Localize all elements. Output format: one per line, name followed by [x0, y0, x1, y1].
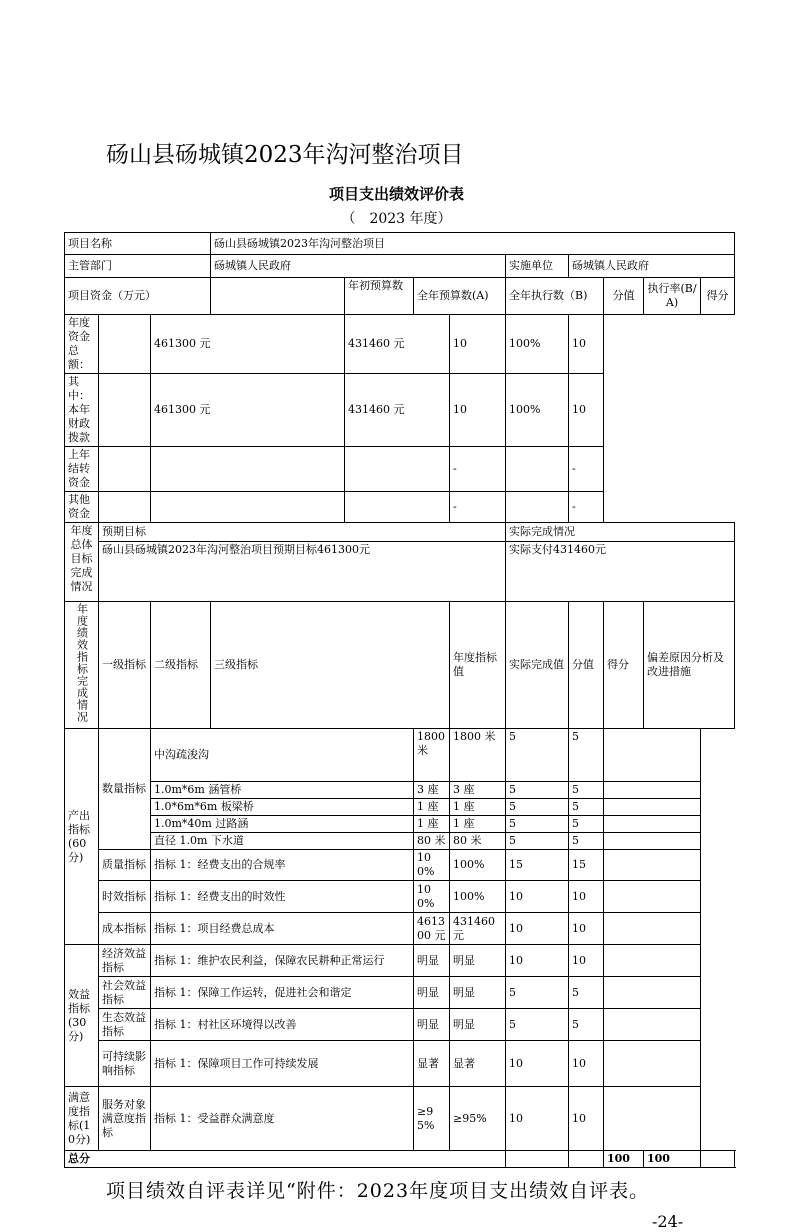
perf-header: 一级指标 — [99, 602, 151, 729]
project-name-label: 项目名称 — [65, 233, 211, 255]
target-value: 明显 — [414, 945, 450, 977]
funds-header: 年初预算数 — [345, 278, 414, 315]
perf-row — [65, 782, 735, 799]
deviation-note — [604, 782, 701, 799]
fund-exec: 431460 元 — [345, 374, 450, 447]
goals-label: 年度总体目标完成情况 — [65, 523, 99, 602]
perf-row — [65, 799, 735, 816]
funds-label: 项目资金（万元） — [65, 278, 211, 315]
total-blank — [506, 1151, 569, 1168]
fund-name: 年度资金总额： — [65, 315, 99, 374]
perf-row — [65, 977, 735, 1009]
perf-header: 二级指标 — [151, 602, 211, 729]
dept-value: 砀城镇人民政府 — [211, 255, 506, 278]
dept-label: 主管部门 — [65, 255, 211, 278]
fund-budget: 461300 元 — [151, 374, 345, 447]
perf-row — [65, 1087, 735, 1151]
level1-indicator: 产出指标(60分) — [65, 729, 99, 945]
perf-header: 偏差原因分析及改进措施 — [644, 602, 735, 729]
total-score: 100 — [644, 1151, 701, 1168]
funds-row — [65, 492, 735, 523]
total-label: 总分 — [65, 1151, 506, 1168]
level3-indicator: 指标 1：受益群众满意度 — [151, 1087, 414, 1151]
score: 5 — [569, 977, 604, 1009]
fund-exec — [345, 492, 450, 523]
score-value: 10 — [506, 945, 569, 977]
total-value: 100 — [604, 1151, 644, 1168]
fund-initial — [99, 374, 151, 447]
perf-label — [65, 602, 99, 729]
perf-header-row — [65, 602, 735, 729]
target-value: 1800 米 — [414, 729, 450, 782]
project-name-value: 砀山县砀城镇2023年沟河整治项目 — [211, 233, 735, 255]
dept-row — [65, 255, 735, 278]
deviation-note — [604, 1009, 701, 1041]
target-value: 显著 — [414, 1041, 450, 1087]
score-value: 5 — [506, 729, 569, 782]
fund-score-value: 10 — [450, 315, 506, 374]
goals-row — [65, 542, 735, 602]
fund-score: 10 — [569, 374, 604, 447]
score: 5 — [569, 729, 604, 782]
level1-indicator: 满意度指标(10分) — [65, 1087, 99, 1151]
funds-row — [65, 315, 735, 374]
level3-indicator: 指标 1：保障工作运转，促进社会和谐定 — [151, 977, 414, 1009]
level2-indicator: 服务对象满意度指标 — [99, 1087, 151, 1151]
deviation-note — [604, 1087, 701, 1151]
score-value: 10 — [506, 881, 569, 913]
fund-name: 其中：本年财政拨款 — [65, 374, 99, 447]
funds-header-row — [65, 278, 735, 315]
total-row — [65, 1151, 735, 1168]
score: 10 — [569, 913, 604, 945]
level3-indicator: 1.0m*40m 过路涵 — [151, 816, 414, 833]
target-value: 100% — [414, 881, 450, 913]
fund-initial — [99, 492, 151, 523]
score: 5 — [569, 782, 604, 799]
perf-row — [65, 850, 735, 881]
target-value: ≥95% — [414, 1087, 450, 1151]
impl-label: 实施单位 — [506, 255, 569, 278]
fund-rate — [506, 492, 569, 523]
actual-value: 明显 — [450, 977, 506, 1009]
deviation-note — [604, 881, 701, 913]
actual-value: 3 座 — [450, 782, 506, 799]
level1-indicator: 效益指标(30分) — [65, 945, 99, 1087]
level3-indicator: 指标 1：经费支出的合规率 — [151, 850, 414, 881]
level2-indicator: 数量指标 — [99, 729, 151, 850]
actual-value: 明显 — [450, 1009, 506, 1041]
perf-row — [65, 945, 735, 977]
score-value: 15 — [506, 850, 569, 881]
table-year: （ 2023 年度） — [341, 211, 452, 227]
fund-rate: 100% — [506, 374, 569, 447]
perf-header: 分值 — [569, 602, 604, 729]
deviation-note — [604, 850, 701, 881]
level3-indicator: 直径 1.0m 下水道 — [151, 833, 414, 850]
target-value: 461300 元 — [414, 913, 450, 945]
deviation-note — [604, 913, 701, 945]
fund-score-value: 10 — [450, 374, 506, 447]
actual-value: 显著 — [450, 1041, 506, 1087]
total-blank — [569, 1151, 604, 1168]
score-value: 5 — [506, 782, 569, 799]
level3-indicator: 中沟疏浚沟 — [151, 729, 414, 782]
level2-indicator: 经济效益指标 — [99, 945, 151, 977]
deviation-note — [604, 833, 701, 850]
actual-value: 80 米 — [450, 833, 506, 850]
funds-header-blank — [211, 278, 345, 315]
level2-indicator: 时效指标 — [99, 881, 151, 913]
perf-row — [65, 833, 735, 850]
actual-value: 明显 — [450, 945, 506, 977]
perf-row — [65, 881, 735, 913]
fund-budget — [151, 492, 345, 523]
fund-name: 其他资金 — [65, 492, 99, 523]
footer-note: 项目绩效自评表详见“附件：2023年度项目支出绩效自评表。 — [106, 1180, 650, 1202]
score-value: 5 — [506, 833, 569, 850]
score: 10 — [569, 1087, 604, 1151]
level2-indicator: 质量指标 — [99, 850, 151, 881]
fund-exec: 431460 元 — [345, 315, 450, 374]
actual-result: 实际支付431460元 — [506, 542, 735, 602]
level3-indicator: 指标 1：维护农民利益，保障农民耕种正常运行 — [151, 945, 414, 977]
impl-value: 砀城镇人民政府 — [569, 255, 735, 278]
score: 15 — [569, 850, 604, 881]
fund-budget: 461300 元 — [151, 315, 345, 374]
score: 5 — [569, 1009, 604, 1041]
funds-header: 全年执行数（B) — [506, 278, 604, 315]
score-value: 5 — [506, 799, 569, 816]
expected-goal: 砀山县砀城镇2023年沟河整治项目预期目标461300元 — [99, 542, 506, 602]
level3-indicator: 指标 1：保障项目工作可持续发展 — [151, 1041, 414, 1087]
score: 5 — [569, 816, 604, 833]
fund-name: 上年结转资金 — [65, 447, 99, 492]
actual-value: ≥95% — [450, 1087, 506, 1151]
score: 5 — [569, 799, 604, 816]
project-name-row — [65, 233, 735, 255]
perf-row — [65, 1041, 735, 1087]
perf-row — [65, 816, 735, 833]
perf-row — [65, 913, 735, 945]
level3-indicator: 指标 1：经费支出的时效性 — [151, 881, 414, 913]
fund-rate — [506, 447, 569, 492]
actual-value: 1 座 — [450, 816, 506, 833]
fund-rate: 100% — [506, 315, 569, 374]
target-value: 1 座 — [414, 799, 450, 816]
actual-value: 1 座 — [450, 799, 506, 816]
deviation-note — [604, 977, 701, 1009]
funds-header: 执行率(B/A) — [644, 278, 701, 315]
fund-exec — [345, 447, 450, 492]
perf-header: 得分 — [604, 602, 644, 729]
score: 10 — [569, 1041, 604, 1087]
target-value: 1 座 — [414, 816, 450, 833]
level2-indicator: 成本指标 — [99, 913, 151, 945]
actual-value: 1800 米 — [450, 729, 506, 782]
page-number: -24- — [652, 1212, 684, 1231]
fund-initial — [99, 315, 151, 374]
deviation-note — [604, 1041, 701, 1087]
level2-indicator: 生态效益指标 — [99, 1009, 151, 1041]
fund-score-value: - — [450, 447, 506, 492]
fund-score: 10 — [569, 315, 604, 374]
level2-indicator: 社会效益指标 — [99, 977, 151, 1009]
target-value: 明显 — [414, 977, 450, 1009]
evaluation-table — [64, 232, 735, 1168]
perf-header: 年度指标值 — [450, 602, 506, 729]
perf-row — [65, 729, 735, 782]
funds-row — [65, 447, 735, 492]
fund-initial — [99, 447, 151, 492]
score: 10 — [569, 881, 604, 913]
deviation-note — [604, 816, 701, 833]
deviation-note — [604, 945, 701, 977]
perf-row — [65, 1009, 735, 1041]
score-value: 10 — [506, 913, 569, 945]
funds-header: 分值 — [604, 278, 644, 315]
target-value: 100% — [414, 850, 450, 881]
funds-row — [65, 374, 735, 447]
level3-indicator: 1.0m*6m 涵管桥 — [151, 782, 414, 799]
target-value: 3 座 — [414, 782, 450, 799]
target-value: 明显 — [414, 1009, 450, 1041]
deviation-note — [604, 729, 701, 782]
score-value: 5 — [506, 816, 569, 833]
fund-score-value: - — [450, 492, 506, 523]
level2-indicator: 可持续影响指标 — [99, 1041, 151, 1087]
level3-indicator: 指标 1：项目经费总成本 — [151, 913, 414, 945]
document-title: 砀山县砀城镇2023年沟河整治项目 — [106, 142, 464, 168]
fund-score: - — [569, 447, 604, 492]
perf-header: 三级指标 — [211, 602, 450, 729]
actual-label: 实际完成情况 — [506, 523, 735, 542]
expected-label: 预期目标 — [99, 523, 506, 542]
goals-header-row — [65, 523, 735, 542]
score-value: 5 — [506, 1009, 569, 1041]
perf-header: 实际完成值 — [506, 602, 569, 729]
level3-indicator: 指标 1：村社区环境得以改善 — [151, 1009, 414, 1041]
score: 5 — [569, 833, 604, 850]
actual-value: 100% — [450, 881, 506, 913]
deviation-note — [604, 799, 701, 816]
funds-header: 得分 — [701, 278, 735, 315]
actual-value: 431460 元 — [450, 913, 506, 945]
fund-budget — [151, 447, 345, 492]
level3-indicator: 1.0*6m*6m 板梁桥 — [151, 799, 414, 816]
total-blank — [701, 1151, 735, 1168]
perf-label-text: 年度绩效指标完成情况 — [75, 603, 89, 723]
funds-header: 全年预算数(A) — [414, 278, 506, 315]
actual-value: 100% — [450, 850, 506, 881]
score: 10 — [569, 945, 604, 977]
fund-score: - — [569, 492, 604, 523]
table-title: 项目支出绩效评价表 — [328, 185, 464, 203]
score-value: 5 — [506, 977, 569, 1009]
target-value: 80 米 — [414, 833, 450, 850]
score-value: 10 — [506, 1041, 569, 1087]
score-value: 10 — [506, 1087, 569, 1151]
